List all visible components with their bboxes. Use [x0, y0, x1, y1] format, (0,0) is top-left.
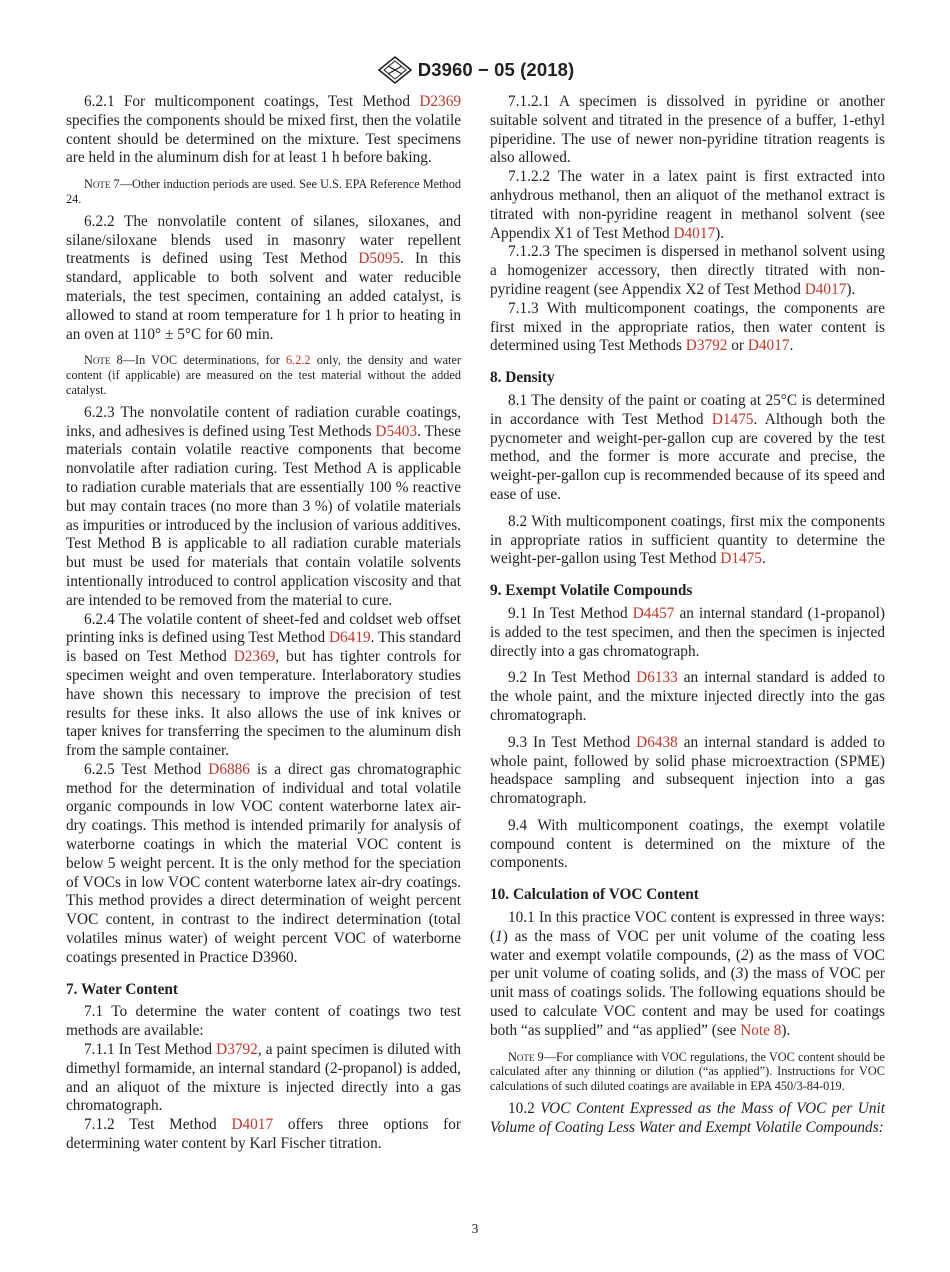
ref-link[interactable]: D4017 [673, 224, 716, 242]
ref-link[interactable]: D6133 [636, 669, 678, 687]
ref-link[interactable]: D3792 [216, 1041, 258, 1059]
ref-link[interactable]: 6.2.2 [285, 353, 311, 368]
paragraph-6-2-5: 6.2.5 Test Method D6886 is a direct gas chromatographic method for the determination of individual and total volatile organic compounds in low VOC content waterborne latex air-dry coatings. This method is intended primarily for analysis of waterborne coatings in which the material VOC content is below 5 weight percent. It is the only method for the speciation of VOCs in low VOC content waterborne latex air-dry coatings. This method provides a direct determination of weight percent VOC content, in contrast to the indirect determination (total volatiles minus water) of weight percent VOC of waterborne coatings presented in Practice D3960. [66, 760, 461, 966]
section-heading-7: 7. Water Content [66, 980, 179, 998]
ref-link[interactable]: D1475 [720, 550, 762, 568]
paragraph-8-1: 8.1 The density of the paint or coating at 25°C is determined in accordance with Test Method D1475. Although both the pycnometer and weight-per-gallon cup are covered by the test method, and the former is more accurate and precise, the weight-per-gallon cup is recommended because of its speed and ease of use. [490, 391, 886, 503]
paragraph-6-2-2: 6.2.2 The nonvolatile content of silanes, siloxanes, and silane/siloxane blends used in masonry water repellent treatments is defined using Test Method D5095. In this standard, applicable to both solvent and water reducible materials, the test specimen, containing an added catalyst, is allowed to stand at room temperature for 1 h prior to heating in an oven at 110° ± 5°C for 60 min. [66, 212, 461, 343]
page-number: 3 [471, 1221, 479, 1236]
paragraph-8-2: 8.2 With multicomponent coatings, first mix the components in appropriate ratios in sufficient quantity to determine the weight-per-gallon using Test Method D1475. [490, 512, 885, 568]
paragraph-9-1: 9.1 In Test Method D4457 an internal standard (1-propanol) is added to the test specimen, and then the specimen is injected directly into a gas chromatograph. [490, 604, 885, 660]
paragraph-6-2-1: 6.2.1 For multicomponent coatings, Test Method D2369 specifies the components should be mixed first, then the volatile content should be determined on the mixture. Test specimens are held in the aluminum dish for at least 1 h before baking. [66, 93, 461, 167]
paragraph-6-2-4: 6.2.4 The volatile content of sheet-fed and coldset web offset printing inks is defined using Test Method D6419. This standard is based on Test Method D2369, but has tighter controls for specimen weight and oven temperature. Interlaboratory studies have shown this necessary to improve the precision of test results for these inks. It also allows the use of ink knives or taper knives for transferring the specimen to the aluminum dish from the sample container. [66, 610, 461, 760]
ref-link[interactable]: D4017 [747, 337, 790, 355]
ref-link[interactable]: D2369 [419, 93, 461, 110]
ref-link[interactable]: Note 8 [740, 1021, 782, 1039]
paragraph-10-2: 10.2 VOC Content Expressed as the Mass of VOC per Unit Volume of Coating Less Water and Exempt Volatile Compounds: [490, 1100, 886, 1136]
ref-link[interactable]: D6438 [636, 733, 678, 751]
standard-designation: D3960 − 05 (2018) [417, 59, 575, 80]
ref-link[interactable]: D2369 [233, 648, 276, 666]
ref-link[interactable]: D5095 [358, 250, 401, 268]
paragraph-10-1: 10.1 In this practice VOC content is expressed in three ways: (1) as the mass of VOC per unit volume of the coating less water and exempt volatile compounds, (2) as the mass of VOC per unit volume of coating solids, and (3) the mass of VOC per unit mass of coatings solids. The following equations should be used to calculate VOC content and may be used for coatings both “as supplied” and “as applied” (see Note 8). [490, 909, 885, 1039]
astm-logo-icon [376, 55, 414, 85]
paragraph-9-4: 9.4 With multicomponent coatings, the exempt volatile compound content is determined on the mixture of the components. [490, 816, 885, 872]
section-heading-9: 9. Exempt Volatile Compounds [490, 582, 693, 600]
ref-link[interactable]: D4017 [231, 1116, 274, 1134]
ref-link[interactable]: D4017 [804, 280, 847, 298]
page-header [0, 55, 950, 85]
ref-link[interactable]: D4457 [632, 604, 675, 622]
ref-link[interactable]: D6886 [208, 760, 250, 778]
note-9: Note 9—For compliance with VOC regulations, the VOC content should be calculated after any thinning or dilution (“as applied”). Instructions for VOC calculations of such diluted coatings are available in EPA 450/3-84-019. [490, 1049, 885, 1094]
paragraph-6-2-3: 6.2.3 The nonvolatile content of radiation curable coatings, inks, and adhesives is defined using Test Methods D5403. These materials contain volatile reactive components that become nonvolatile after radiation curing. Test Method A is applicable to radiation curable materials that are essentially 100 % reactive but may contain traces (no more than 3 %) of volatile materials as impurities or introduced by the inclusion of various additives. Test Method B is applicable to all radiation curable materials but must be used for materials that contain volatile solvents intentionally introduced to control application viscosity and that are intended to be removed from the material to cure. [66, 403, 461, 609]
ref-link[interactable]: D1475 [711, 410, 754, 428]
paragraph-7-1-3: 7.1.3 With multicomponent coatings, the components are first mixed in the appropriate ratios, then water content is determined using Test Methods D3792 or D4017. [490, 299, 885, 355]
paragraph-7-1-1: 7.1.1 In Test Method D3792, a paint specimen is diluted with dimethyl formamide, an internal standard (2-propanol) is added, and an aliquot of the mixture is injected directly into a gas chromatograph. [66, 1041, 462, 1115]
ref-link[interactable]: D3792 [685, 337, 728, 355]
ref-link[interactable]: D6419 [328, 629, 371, 647]
paragraph-7-1-2-2: 7.1.2.2 The water in a latex paint is first extracted into anhydrous methanol, then an aliquot of the methanol extract is titrated with non-pyridine reagent in methanol solvent (see Appendix X1 of Test Method D4017). [490, 168, 885, 242]
paragraph-7-1: 7.1 To determine the water content of coatings two test methods are available: [66, 1003, 461, 1040]
note-8: Note 8—In VOC determinations, for 6.2.2 only, the density and water content (if applicable) are measured on the test material without the added catalyst. [66, 353, 461, 397]
section-heading-8: 8. Density [490, 369, 555, 387]
paragraph-7-1-2-3: 7.1.2.3 The specimen is dispersed in methanol solvent using a homogenizer accessory, then directly titrated with non-pyridine reagent (see Appendix X2 of Test Method D4017). [490, 243, 885, 298]
paragraph-9-3: 9.3 In Test Method D6438 an internal standard is added to whole paint, followed by solid phase microextraction (SPME) headspace sampling and subsequent injection into a gas chromatograph. [490, 733, 885, 808]
right-column [490, 93, 885, 1138]
left-column [66, 93, 461, 1154]
paragraph-7-1-2: 7.1.2 Test Method D4017 offers three options for determining water content by Karl Fischer titration. [66, 1116, 461, 1153]
ref-link[interactable]: D5403 [375, 422, 418, 440]
section-heading-10: 10. Calculation of VOC Content [490, 886, 699, 904]
note-7: Note 7—Other induction periods are used. See U.S. EPA Reference Method 24. [66, 177, 461, 206]
paragraph-7-1-2-1: 7.1.2.1 A specimen is dissolved in pyridine or another suitable solvent and titrated in the presence of a buffer, 1-ethyl piperidine. The use of newer non-pyridine titration reagents is also allowed. [490, 93, 885, 167]
paragraph-9-2: 9.2 In Test Method D6133 an internal standard is added to the whole paint, and the mixture injected directly into the gas chromatograph. [490, 669, 885, 724]
